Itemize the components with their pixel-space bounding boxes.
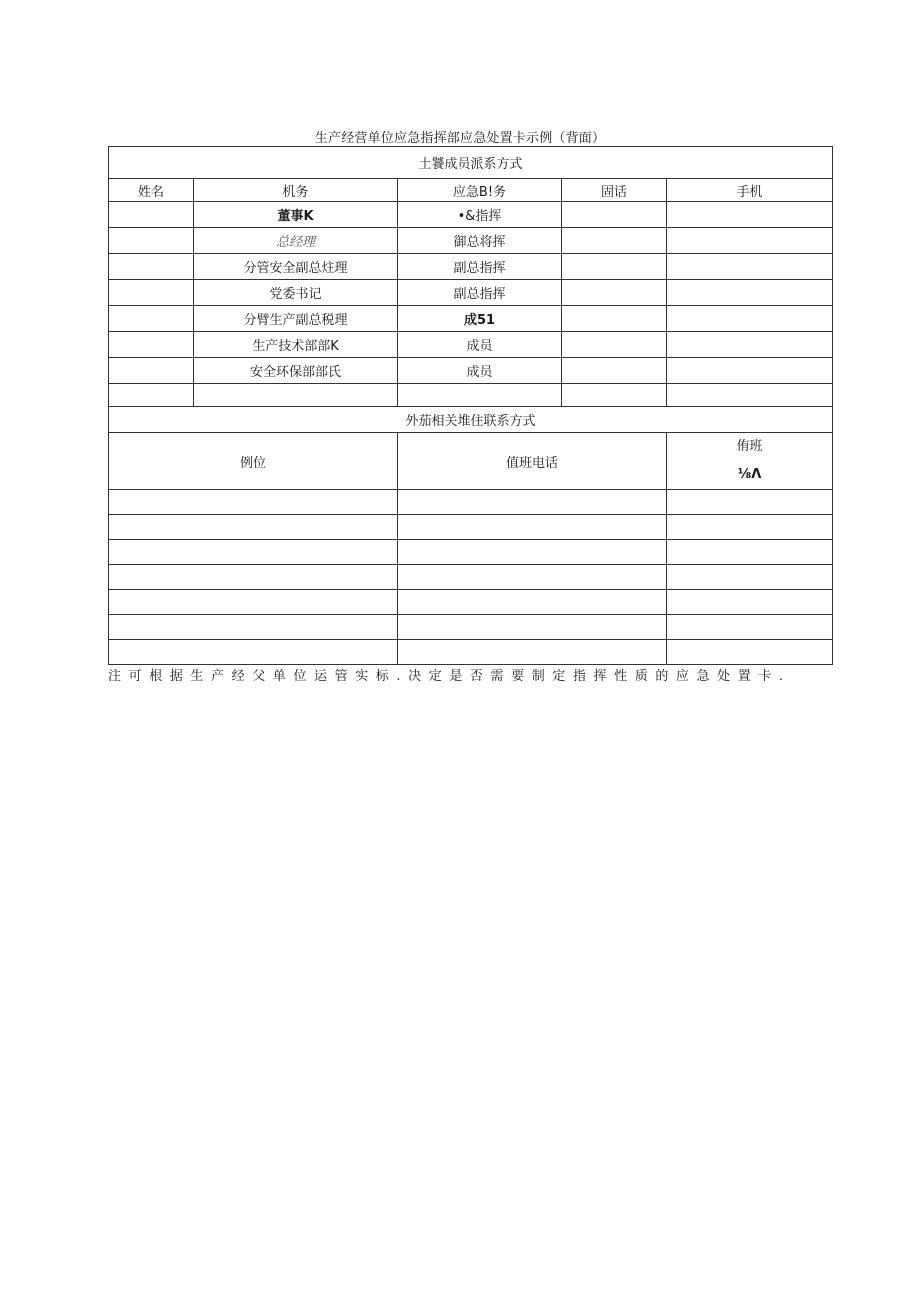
landline-cell — [562, 358, 667, 384]
name-cell — [109, 202, 194, 228]
column-header-role: 应急B!务 — [398, 179, 562, 202]
table-row — [109, 358, 833, 384]
landline-cell — [562, 254, 667, 280]
role-cell: 副总指挥 — [398, 254, 562, 280]
duty-phone-cell — [398, 640, 667, 665]
table-row — [109, 615, 833, 640]
name-cell — [109, 332, 194, 358]
table-row — [109, 280, 833, 306]
role-cell: •&指挥 — [398, 202, 562, 228]
table-row — [109, 490, 833, 515]
position-cell: 董事K — [194, 202, 398, 228]
position-cell: 生产技术部部K — [194, 332, 398, 358]
role-cell — [398, 384, 562, 407]
table-row — [109, 515, 833, 540]
name-cell — [109, 228, 194, 254]
column-header-duty-mobile — [667, 433, 833, 490]
duty-mobile-label-line2: ⅛Λ — [737, 467, 762, 482]
mobile-cell — [667, 254, 833, 280]
name-cell — [109, 358, 194, 384]
table-row — [109, 202, 833, 228]
unit-cell — [109, 540, 398, 565]
position-cell: 安全环保部部氏 — [194, 358, 398, 384]
landline-cell — [562, 202, 667, 228]
landline-cell — [562, 384, 667, 407]
duty-mobile-label-line1: 侑班 — [736, 439, 763, 454]
duty-phone-cell — [398, 490, 667, 515]
role-cell: 御总将挥 — [398, 228, 562, 254]
table-row — [109, 540, 833, 565]
duty-phone-cell — [398, 565, 667, 590]
position-cell: 分管安全副总炷理 — [194, 254, 398, 280]
duty-mobile-cell — [667, 640, 833, 665]
table-row — [109, 590, 833, 615]
mobile-cell — [667, 202, 833, 228]
name-cell — [109, 306, 194, 332]
duty-mobile-cell — [667, 565, 833, 590]
column-header-unit: 例位 — [109, 433, 398, 490]
mobile-cell — [667, 280, 833, 306]
duty-mobile-cell — [667, 540, 833, 565]
mobile-cell — [667, 384, 833, 407]
unit-cell — [109, 565, 398, 590]
duty-mobile-cell — [667, 615, 833, 640]
mobile-cell — [667, 332, 833, 358]
mobile-cell — [667, 358, 833, 384]
table-row — [109, 228, 833, 254]
duty-phone-cell — [398, 515, 667, 540]
position-cell: 党委书记 — [194, 280, 398, 306]
document-title: 生产经营单位应急指挥部应急处置卡示例（背面） — [314, 131, 606, 146]
position-cell: 分臂生产副总税理 — [194, 306, 398, 332]
duty-mobile-cell — [667, 590, 833, 615]
duty-mobile-cell — [667, 490, 833, 515]
unit-cell — [109, 515, 398, 540]
table-row — [109, 332, 833, 358]
column-header-mobile: 手机 — [667, 179, 833, 202]
role-cell: 成员 — [398, 332, 562, 358]
table-row — [109, 306, 833, 332]
name-cell — [109, 280, 194, 306]
landline-cell — [562, 332, 667, 358]
position-cell: 总经理 — [194, 228, 398, 254]
name-cell — [109, 384, 194, 407]
mobile-cell — [667, 228, 833, 254]
external-section-heading: 外茄相关堆住联系方式 — [109, 407, 833, 433]
role-cell: 成员 — [398, 358, 562, 384]
mobile-cell — [667, 306, 833, 332]
duty-phone-cell — [398, 590, 667, 615]
column-header-name: 姓名 — [109, 179, 194, 202]
landline-cell — [562, 280, 667, 306]
emergency-card-table — [108, 146, 833, 665]
landline-cell — [562, 228, 667, 254]
landline-cell — [562, 306, 667, 332]
table-row — [109, 254, 833, 280]
duty-phone-cell — [398, 615, 667, 640]
unit-cell — [109, 590, 398, 615]
table-row — [109, 384, 833, 407]
column-header-duty-phone: 值班电话 — [398, 433, 667, 490]
member-section-heading: 土饕成员派系方式 — [109, 147, 833, 179]
table-row — [109, 640, 833, 665]
role-cell: 副总指挥 — [398, 280, 562, 306]
position-cell — [194, 384, 398, 407]
column-header-landline: 固话 — [562, 179, 667, 202]
duty-phone-cell — [398, 540, 667, 565]
unit-cell — [109, 490, 398, 515]
table-row — [109, 565, 833, 590]
unit-cell — [109, 615, 398, 640]
name-cell — [109, 254, 194, 280]
footnote: 注可根据生产经父单位运管实标.决定是否需要制定指挥性质的应急处置卡. — [108, 669, 791, 684]
role-cell: 成51 — [398, 306, 562, 332]
column-header-position: 机务 — [194, 179, 398, 202]
unit-cell — [109, 640, 398, 665]
duty-mobile-cell — [667, 515, 833, 540]
